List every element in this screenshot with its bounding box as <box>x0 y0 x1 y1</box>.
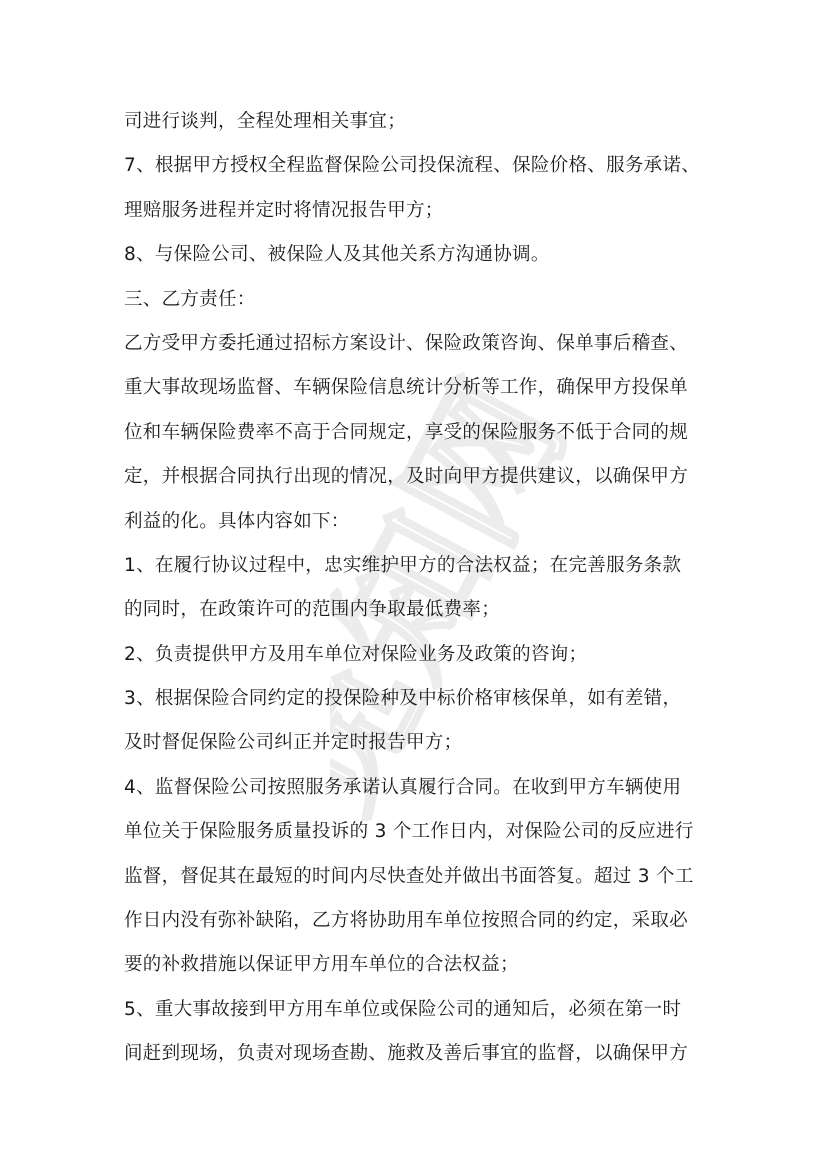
text-line: 8、与保险公司、被保险人及其他关系方沟通协调。 <box>124 244 550 266</box>
text-line: 的同时，在政策许可的范围内争取最低费率； <box>124 599 501 621</box>
text-line: 作日内没有弥补缺陷，乙方将协助用车单位按照合同的约定，采取必 <box>124 910 689 932</box>
watermark-text: 觅知网 <box>330 356 590 836</box>
text-line: 司进行谈判，全程处理相关事宜； <box>124 111 407 132</box>
text-line: 2、负责提供甲方及用车单位对保险业务及政策的咨询； <box>124 643 588 665</box>
text-line: 4、监督保险公司按照服务承诺认真履行合同。在收到甲方车辆使用 <box>124 776 682 798</box>
text-line: 单位关于保险服务质量投诉的 3 个工作日内，对保险公司的反应进行 <box>124 821 694 843</box>
text-line: 位和车辆保险费率不高于合同规定，享受的保险服务不低于合同的规 <box>124 421 689 443</box>
text-line: 定，并根据合同执行出现的情况，及时向甲方提供建议，以确保甲方 <box>124 466 689 488</box>
text-line: 间赶到现场，负责对现场查勘、施救及善后事宜的监督，以确保甲方 <box>124 1043 689 1065</box>
text-line: 乙方受甲方委托通过招标方案设计、保险政策咨询、保单事后稽查、 <box>124 332 689 354</box>
text-line: 及时督促保险公司纠正并定时报告甲方； <box>124 732 463 754</box>
text-line: 7、根据甲方授权全程监督保险公司投保流程、保险价格、服务承诺、 <box>124 155 701 177</box>
text-line: 1、在履行协议过程中，忠实维护甲方的合法权益；在完善服务条款 <box>124 554 682 576</box>
text-line: 3、根据保险合同约定的投保险种及中标价格审核保单，如有差错， <box>124 688 682 710</box>
section-heading: 三、乙方责任： <box>124 288 256 310</box>
text-line: 要的补救措施以保证甲方用车单位的合法权益； <box>124 954 519 976</box>
text-line: 理赔服务进程并定时将情况报告甲方； <box>124 199 444 221</box>
text-line: 重大事故现场监督、车辆保险信息统计分析等工作，确保甲方投保单 <box>124 377 689 399</box>
document-body <box>124 100 724 1077</box>
text-line: 5、重大事故接到甲方用车单位或保险公司的通知后，必须在第一时 <box>124 998 682 1020</box>
text-line: 监督，督促其在最短的时间内尽快查处并做出书面答复。超过 3 个工 <box>124 865 694 887</box>
text-line: 利益的化。具体内容如下： <box>124 510 350 532</box>
